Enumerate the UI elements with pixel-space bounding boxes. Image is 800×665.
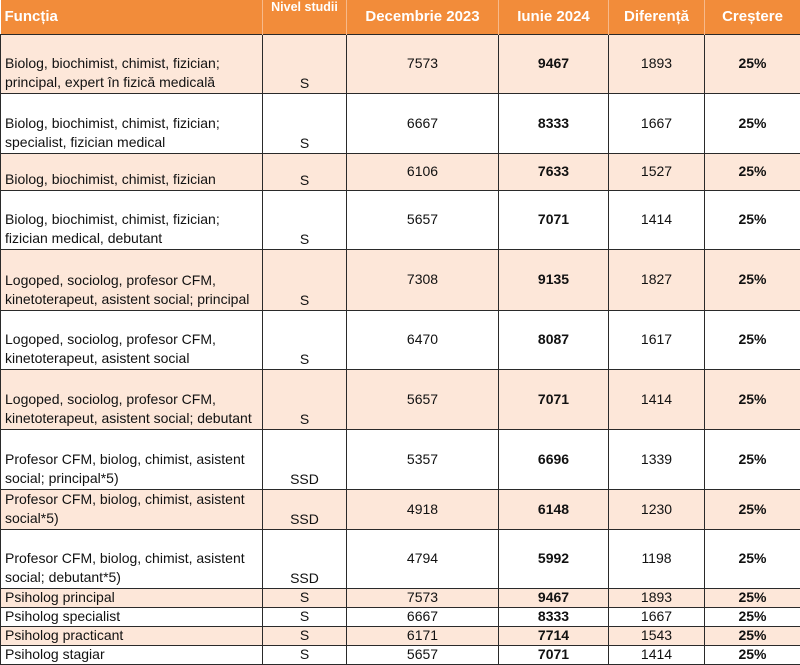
table-row (1, 645, 800, 664)
cell-diferenta: 1230 (609, 489, 705, 529)
cell-nivel: S (263, 588, 347, 607)
cell-functia: Psiholog practicant (1, 626, 263, 645)
cell-functia: Biolog, biochimist, chimist, fizician; fizician medical, debutant (1, 190, 263, 249)
cell-dec2023: 5657 (347, 645, 499, 664)
cell-dec2023: 6470 (347, 310, 499, 369)
cell-diferenta: 1667 (609, 93, 705, 153)
cell-diferenta: 1414 (609, 645, 705, 664)
cell-functia: Profesor CFM, biolog, chimist, asistent social; principal*5) (1, 429, 263, 489)
cell-functia: Logoped, sociolog, profesor CFM, kinetoterapeut, asistent social (1, 310, 263, 369)
cell-functia: Logoped, sociolog, profesor CFM, kinetoterapeut, asistent social; principal (1, 249, 263, 310)
cell-iun2024: 7071 (499, 645, 609, 664)
cell-nivel: S (263, 153, 347, 190)
cell-dec2023: 6667 (347, 93, 499, 153)
table-row (1, 249, 800, 310)
cell-iun2024: 9467 (499, 588, 609, 607)
cell-nivel: SSD (263, 529, 347, 588)
cell-dec2023: 6667 (347, 607, 499, 626)
cell-nivel: S (263, 369, 347, 429)
cell-dec2023: 7573 (347, 588, 499, 607)
cell-crestere: 25% (705, 93, 800, 153)
cell-functia: Biolog, biochimist, chimist, fizician (1, 153, 263, 190)
cell-diferenta: 1543 (609, 626, 705, 645)
cell-crestere: 25% (705, 645, 800, 664)
cell-crestere: 25% (705, 310, 800, 369)
cell-crestere: 25% (705, 607, 800, 626)
cell-dec2023: 5657 (347, 190, 499, 249)
cell-dec2023: 5657 (347, 369, 499, 429)
table-row (1, 369, 800, 429)
cell-iun2024: 5992 (499, 529, 609, 588)
cell-diferenta: 1414 (609, 369, 705, 429)
cell-nivel: S (263, 249, 347, 310)
col-header-crestere: Creștere (705, 0, 800, 34)
table-row (1, 588, 800, 607)
cell-crestere: 25% (705, 588, 800, 607)
cell-crestere: 25% (705, 190, 800, 249)
table-row (1, 429, 800, 489)
cell-nivel: S (263, 190, 347, 249)
table-row (1, 489, 800, 529)
col-header-nivel-studii: Nivel studii (263, 0, 347, 34)
cell-iun2024: 7071 (499, 369, 609, 429)
cell-nivel: SSD (263, 429, 347, 489)
cell-nivel: S (263, 626, 347, 645)
cell-nivel: S (263, 34, 347, 93)
header-row (1, 0, 800, 34)
cell-diferenta: 1527 (609, 153, 705, 190)
cell-functia: Profesor CFM, biolog, chimist, asistent social*5) (1, 489, 263, 529)
cell-diferenta: 1893 (609, 588, 705, 607)
cell-diferenta: 1414 (609, 190, 705, 249)
cell-diferenta: 1617 (609, 310, 705, 369)
cell-functia: Biolog, biochimist, chimist, fizician; principal, expert în fizică medicală (1, 34, 263, 93)
cell-iun2024: 9467 (499, 34, 609, 93)
cell-diferenta: 1827 (609, 249, 705, 310)
cell-nivel: S (263, 93, 347, 153)
table-row (1, 34, 800, 93)
cell-dec2023: 4918 (347, 489, 499, 529)
cell-dec2023: 7573 (347, 34, 499, 93)
table-row (1, 310, 800, 369)
table-row (1, 190, 800, 249)
cell-diferenta: 1893 (609, 34, 705, 93)
cell-crestere: 25% (705, 249, 800, 310)
cell-iun2024: 7714 (499, 626, 609, 645)
cell-functia: Psiholog stagiar (1, 645, 263, 664)
cell-functia: Psiholog principal (1, 588, 263, 607)
cell-iun2024: 7071 (499, 190, 609, 249)
table-row (1, 607, 800, 626)
cell-nivel: S (263, 645, 347, 664)
cell-iun2024: 7633 (499, 153, 609, 190)
cell-crestere: 25% (705, 489, 800, 529)
col-header-decembrie-2023: Decembrie 2023 (347, 0, 499, 34)
cell-crestere: 25% (705, 529, 800, 588)
cell-nivel: SSD (263, 489, 347, 529)
cell-crestere: 25% (705, 429, 800, 489)
cell-iun2024: 8087 (499, 310, 609, 369)
col-header-functia: Funcția (1, 0, 263, 34)
cell-nivel: S (263, 607, 347, 626)
cell-diferenta: 1198 (609, 529, 705, 588)
cell-dec2023: 5357 (347, 429, 499, 489)
cell-iun2024: 8333 (499, 93, 609, 153)
cell-dec2023: 6106 (347, 153, 499, 190)
cell-crestere: 25% (705, 626, 800, 645)
cell-crestere: 25% (705, 34, 800, 93)
cell-diferenta: 1667 (609, 607, 705, 626)
cell-crestere: 25% (705, 369, 800, 429)
cell-iun2024: 8333 (499, 607, 609, 626)
table-row (1, 153, 800, 190)
cell-iun2024: 9135 (499, 249, 609, 310)
cell-dec2023: 7308 (347, 249, 499, 310)
col-header-iunie-2024: Iunie 2024 (499, 0, 609, 34)
cell-nivel: S (263, 310, 347, 369)
cell-functia: Biolog, biochimist, chimist, fizician; specialist, fizician medical (1, 93, 263, 153)
table-row (1, 626, 800, 645)
cell-diferenta: 1339 (609, 429, 705, 489)
col-header-diferenta: Diferență (609, 0, 705, 34)
cell-dec2023: 4794 (347, 529, 499, 588)
table-row (1, 93, 800, 153)
cell-iun2024: 6148 (499, 489, 609, 529)
cell-iun2024: 6696 (499, 429, 609, 489)
cell-crestere: 25% (705, 153, 800, 190)
cell-functia: Psiholog specialist (1, 607, 263, 626)
table-row (1, 529, 800, 588)
cell-functia: Profesor CFM, biolog, chimist, asistent social; debutant*5) (1, 529, 263, 588)
cell-functia: Logoped, sociolog, profesor CFM, kinetoterapeut, asistent social; debutant (1, 369, 263, 429)
cell-dec2023: 6171 (347, 626, 499, 645)
